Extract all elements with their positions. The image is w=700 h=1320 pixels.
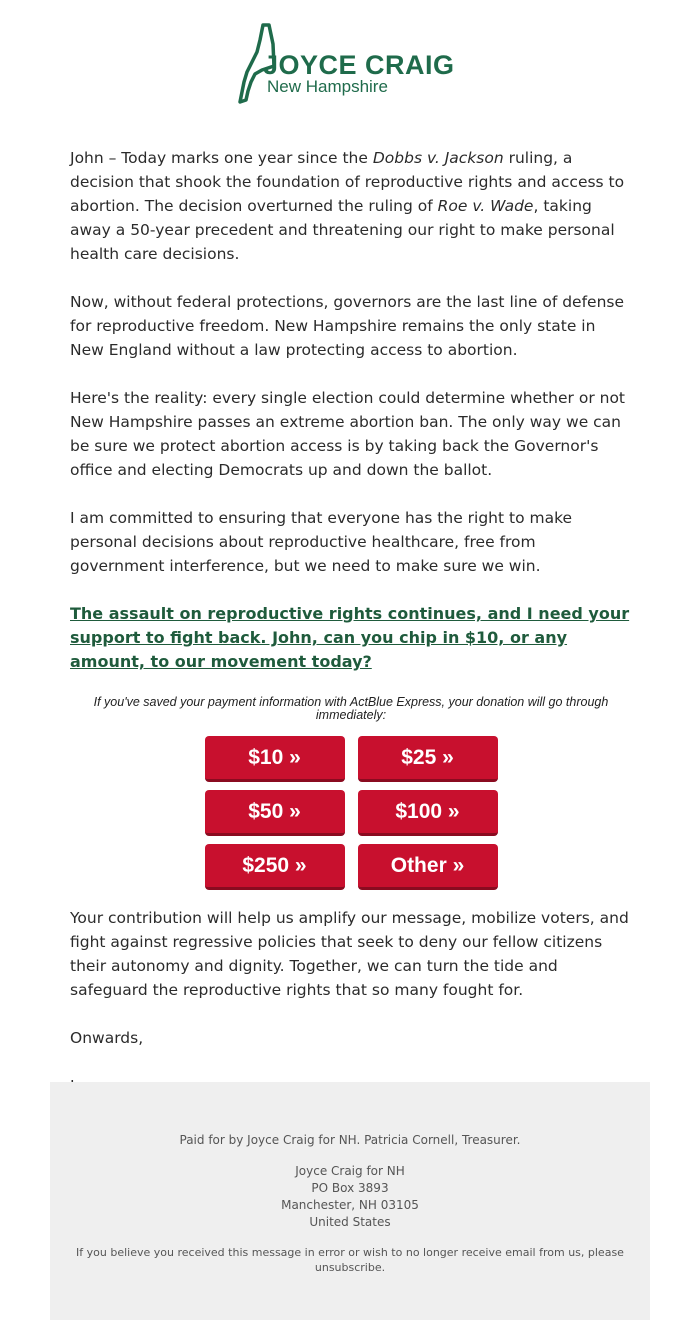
- donate-100-button[interactable]: $100 »: [358, 790, 498, 836]
- donate-button-grid: [70, 736, 632, 890]
- case-name: Roe v. Wade: [437, 197, 534, 215]
- address-line: United States: [309, 1215, 391, 1229]
- donate-250-button[interactable]: $250 »: [205, 844, 345, 890]
- case-name: Dobbs v. Jackson: [372, 149, 504, 167]
- signoff: Onwards,: [70, 1029, 144, 1047]
- paragraph-contribution: Your contribution will help us amplify our message, mobilize voters, and fight against regressive policies that seek to deny our fellow citizens their autonomy and dignity. Together, we can turn the tide and safeguard the reproductive rights that so many fought for.: [70, 909, 629, 999]
- logo-state: New Hampshire: [267, 77, 388, 96]
- actblue-express-note: If you've saved your payment information with ActBlue Express, your donation will go through immediately:: [93, 695, 609, 722]
- donate-50-button[interactable]: $50 »: [205, 790, 345, 836]
- paragraph-commitment: I am committed to ensuring that everyone has the right to make personal decisions about reproductive healthcare, free from government interference, but we need to make sure we win.: [70, 509, 573, 575]
- paragraph-intro: John – Today marks one year since the Dobbs v. Jackson ruling, a decision that shook the foundation of reproductive rights and access to abortion. The decision overturned the ruling of Roe v. Wade, taking away a 50-year precedent and threatening our right to make personal health care decisions.: [70, 149, 625, 263]
- unsubscribe-notice: If you believe you received this message in error or wish to no longer receive email from us, please unsubscribe.: [76, 1246, 624, 1274]
- paid-for-disclaimer: Paid for by Joyce Craig for NH. Patricia Cornell, Treasurer.: [179, 1133, 521, 1147]
- paragraph-reality: Here's the reality: every single election could determine whether or not New Hampshire passes an extreme abortion ban. The only way we can be sure we protect abortion access is by taking back the Governor's office and electing Democrats up and down the ballot.: [70, 389, 626, 479]
- address-line: Joyce Craig for NH: [295, 1164, 405, 1178]
- email-body: [70, 146, 632, 1122]
- mailing-address: [50, 1163, 650, 1231]
- unsubscribe-link[interactable]: unsubscribe: [314, 1261, 382, 1274]
- address-line: Manchester, NH 03105: [281, 1198, 419, 1212]
- logo-name: JOYCE CRAIG: [263, 50, 455, 80]
- paragraph-federal-protections: Now, without federal protections, governors are the last line of defense for reproductive freedom. New Hampshire remains the only state in New England without a law protecting access to abortion.: [70, 293, 625, 359]
- donate-10-button[interactable]: $10 »: [205, 736, 345, 782]
- footer: [50, 1082, 650, 1320]
- donate-cta-link[interactable]: The assault on reproductive rights continues, and I need your support to fight back. John, can you chip in $10, or any amount, to our movement today?: [70, 604, 630, 671]
- address-line: PO Box 3893: [311, 1181, 389, 1195]
- donate-25-button[interactable]: $25 »: [358, 736, 498, 782]
- logo: [236, 22, 486, 104]
- donate-other-button[interactable]: Other »: [358, 844, 498, 890]
